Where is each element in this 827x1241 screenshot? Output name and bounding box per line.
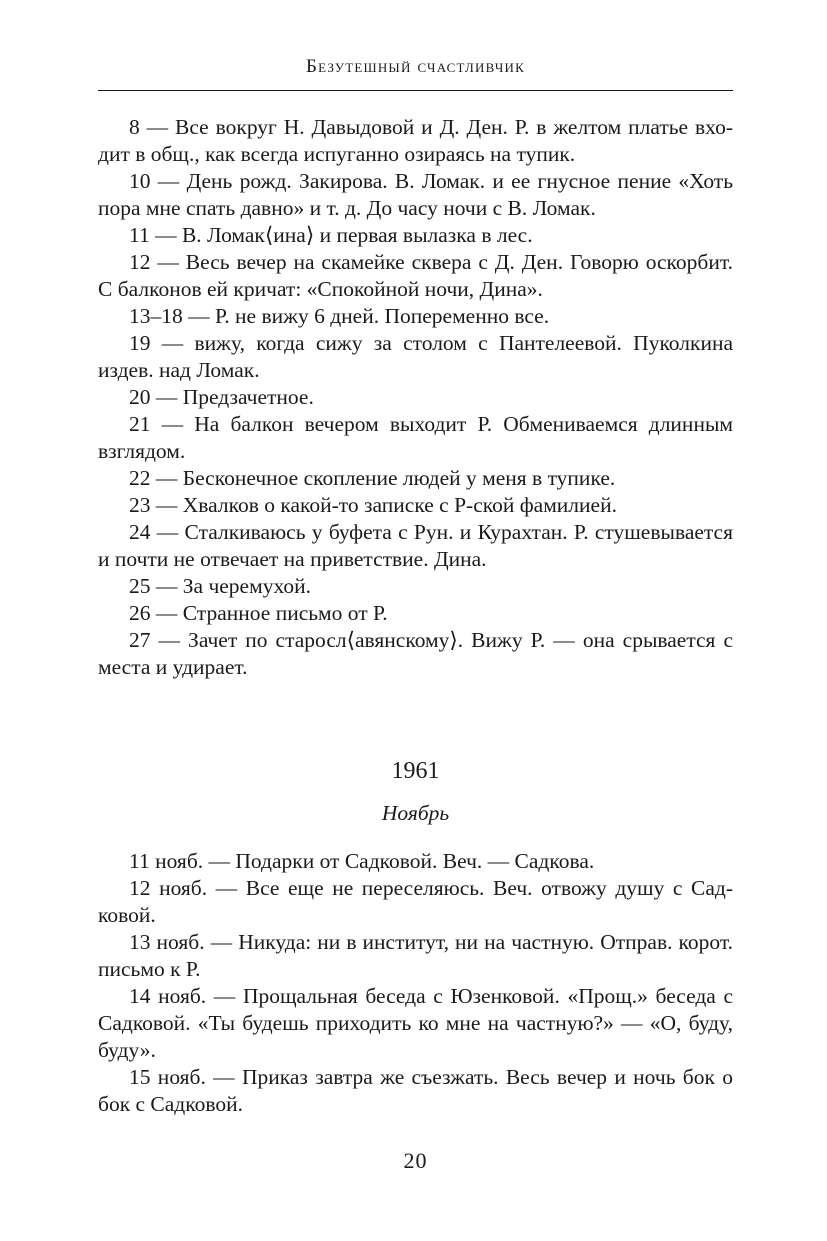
diary-entry: 27 — Зачет по старосл⟨авянскому⟩. Вижу Р. — она срывается с места и удирает. [98,628,733,679]
diary-entries-section-1 [98,114,733,681]
year-heading: 1961 [391,758,440,784]
diary-entry: 13–18 — Р. не вижу 6 дней. Попеременно все. [129,304,550,328]
diary-entry: 22 — Бесконечное скопление людей у меня в тупике. [129,466,616,490]
diary-entry: 26 — Странное письмо от Р. [129,601,388,625]
diary-entry: 23 — Хвалков о какой-то записке с Р-ской фамилией. [129,493,617,517]
diary-entry: 11 — В. Ломак⟨ина⟩ и первая вылазка в лес. [129,223,533,247]
page-number: 20 [403,1148,428,1173]
diary-entry: 12 нояб. — Все еще не переселяюсь. Веч. отвожу душу с Садковой. [98,876,733,927]
diary-entry: 12 — Весь вечер на скамейке сквера с Д. Ден. Говорю оскорбит. С балконов ей кричат: «Спокойной ночи, Дина». [98,250,733,301]
diary-entry: 8 — Все вокруг Н. Давыдовой и Д. Ден. Р. в желтом платье входит в общ., как всегда испуганно озираясь на тупик. [98,115,733,166]
month-heading: Ноябрь [381,801,450,825]
diary-entry: 14 нояб. — Прощальная беседа с Юзенковой. «Прощ.» беседа с Садковой. «Ты будешь приходить ко мне на частную?» — «О, буду, буду». [98,984,733,1062]
diary-entry: 25 — За черемухой. [129,574,312,598]
diary-entry: 13 нояб. — Никуда: ни в институт, ни на частную. Отправ. корот. письмо к Р. [98,930,733,981]
diary-entry: 19 — вижу, когда сижу за столом с Пантелеевой. Пуколкина издев. над Ломак. [98,331,733,382]
diary-entries-section-2 [98,848,733,1118]
diary-entry: 15 нояб. — Приказ завтра же съезжать. Весь вечер и ночь бок о бок с Садковой. [98,1065,733,1116]
diary-entry: 20 — Предзачетное. [129,385,314,409]
running-head: Безутешный счастливчик [306,56,525,77]
diary-entry: 21 — На балкон вечером выходит Р. Обмениваемся длинным взглядом. [98,412,733,463]
diary-entry: 10 — День рожд. Закирова. В. Ломак. и ее гнусное пение «Хоть пора мне спать давно» и т. д. До часу ночи с В. Ломак. [98,169,733,220]
diary-entry: 11 нояб. — Подарки от Садковой. Веч. — Садкова. [129,849,595,873]
header-rule [98,90,733,91]
diary-entry: 24 — Сталкиваюсь у буфета с Рун. и Курахтан. Р. стушевывается и почти не отвечает на приветствие. Дина. [98,520,733,571]
